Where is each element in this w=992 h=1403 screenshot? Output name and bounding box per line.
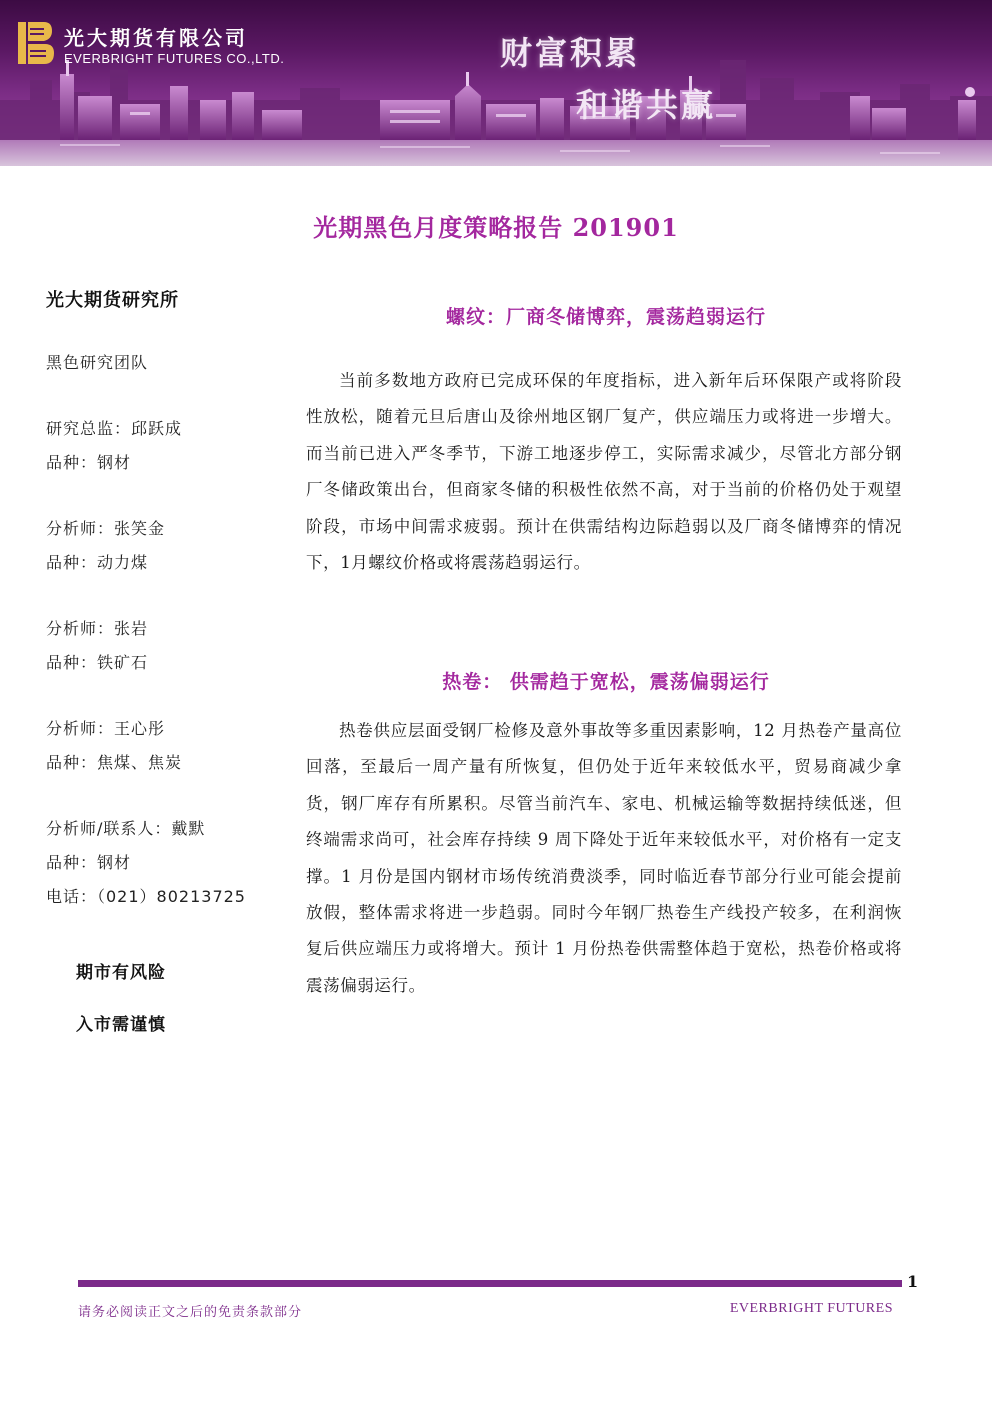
disclaimer-link: 请务必阅读正文之后的免责条款部分 — [78, 1305, 303, 1320]
slogan-line-1: 财富积累 — [500, 34, 641, 72]
section-heading-hot-coil: 热卷： 供需趋于宽松，震荡偏弱运行 — [442, 671, 770, 693]
footer-divider — [78, 1280, 902, 1287]
section-heading-rebar: 螺纹：厂商冬储博弈，震荡趋弱运行 — [445, 306, 766, 328]
staff-variety: 品种：钢材 — [46, 453, 132, 472]
staff-variety: 品种：动力煤 — [46, 553, 149, 572]
footer-brand: EVERBRIGHT FUTURES — [729, 1301, 893, 1316]
staff-variety: 品种：钢材 — [46, 853, 132, 872]
staff-title: 分析师/联系人：戴默 — [46, 819, 206, 838]
contact-phone: 电话：（021）80213725 — [46, 887, 246, 906]
section-body-rebar: 当前多数地方政府已完成环保的年度指标，进入新年后环保限产或将阶段性放松，随着元旦后唐山及徐州地区钢厂复产，供应端压力或将进一步增大。而当前已进入严冬季节，下游工地逐步停工，实际需求减少，尽管北方部分钢厂冬储政策出台，但商家冬储的积极性依然不高，对于当前的价格仍处于观望阶段，市场中间需求疲弱。预计在供需结构边际趋弱以及厂商冬储博弈的情况下，1月螺纹价格或将震荡趋弱运行。 — [306, 371, 902, 573]
staff-title: 分析师：张笑金 — [46, 519, 166, 538]
staff-title: 分析师：王心彤 — [46, 719, 166, 738]
sidebar — [46, 286, 286, 1035]
research-institute-name: 光大期货研究所 — [46, 290, 179, 311]
team-name: 黑色研究团队 — [46, 353, 149, 372]
risk-warning-line-1: 期市有风险 — [76, 963, 166, 983]
page-number: 1 — [907, 1272, 919, 1291]
staff-title: 分析师：张岩 — [46, 619, 149, 638]
report-title: 光期黑色月度策略报告 201901 — [313, 213, 679, 242]
staff-variety: 品种：铁矿石 — [46, 653, 149, 672]
company-name-en: EVERBRIGHT FUTURES CO.,LTD. — [64, 51, 285, 66]
company-name-cn: 光大期货有限公司 — [64, 26, 248, 50]
section-body-hot-coil: 热卷供应层面受钢厂检修及意外事故等多重因素影响，12 月热卷产量高位回落，至最后一周产量有所恢复，但仍处于近年来较低水平，贸易商减少拿货，钢厂库存有所累积。尽管当前汽车、家电、机械运输等数据持续低迷，但终端需求尚可，社会库存持续 9 周下降处于近年来较低水平，对价格有一定支撑。1 月份是国内钢材市场传统消费淡季，同时临近春节部分行业可能会提前放假，整体需求将进一步趋弱。同时今年钢厂热卷生产线投产较多，在利润恢复后供应端压力或将增大。预计 1 月份热卷供需整体趋于宽松，热卷价格或将震荡偏弱运行。 — [306, 721, 902, 995]
risk-warning-line-2: 入市需谨慎 — [76, 1015, 166, 1035]
staff-title: 研究总监：邱跃成 — [46, 419, 183, 438]
staff-variety: 品种：焦煤、焦炭 — [46, 753, 183, 772]
header-banner — [0, 0, 992, 166]
everbright-logo-icon — [18, 22, 54, 64]
slogan-line-2: 和谐共赢 — [576, 86, 717, 124]
